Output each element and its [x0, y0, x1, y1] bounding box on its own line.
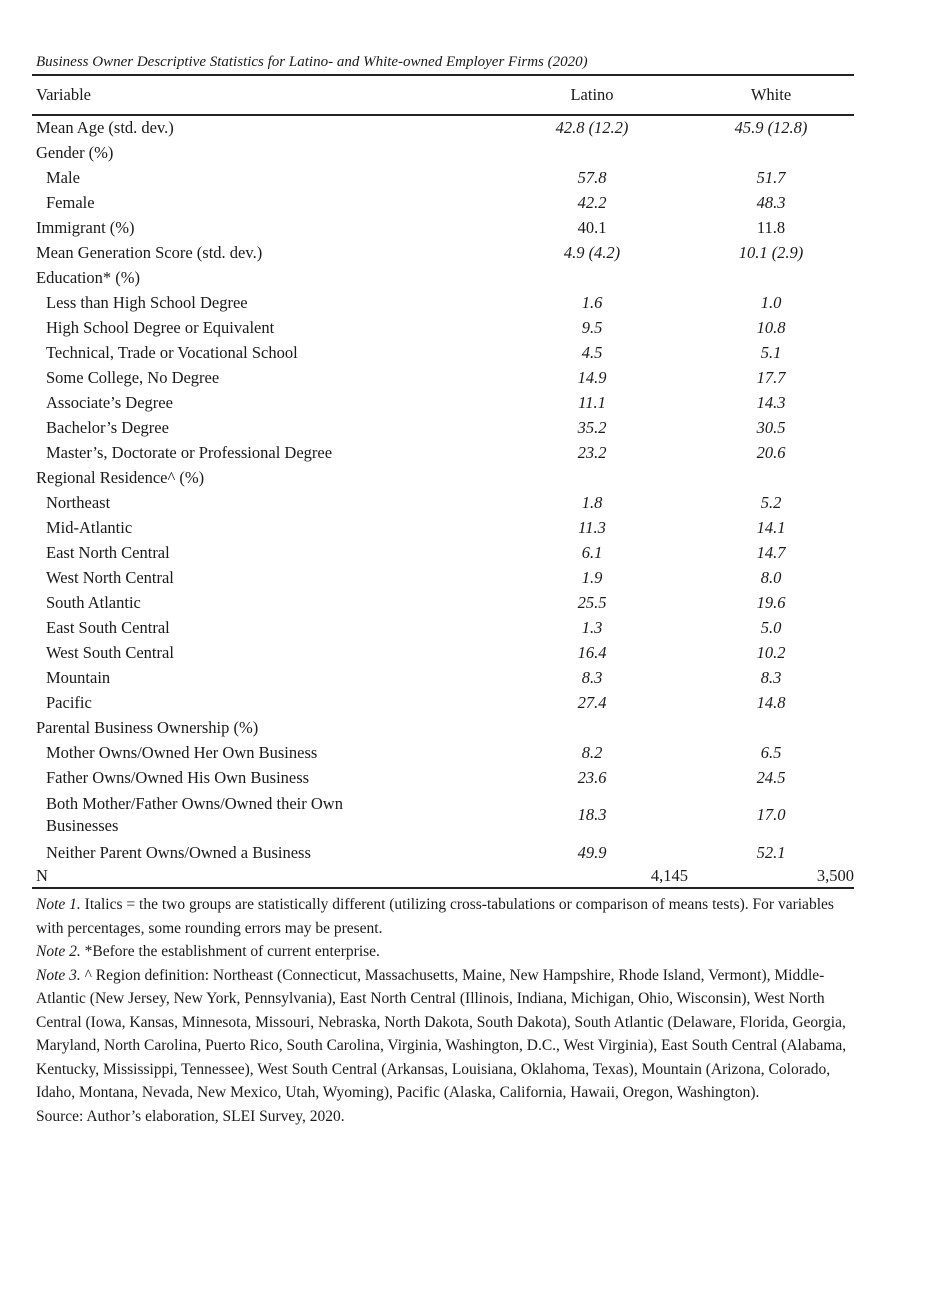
table-notes: [32, 889, 854, 1128]
table-row: [32, 390, 854, 415]
latino-value: 6.1: [581, 542, 603, 562]
row-label: Less than High School Degree: [46, 292, 248, 312]
latino-value: 1.9: [581, 567, 603, 587]
table-row: [32, 665, 854, 690]
table-title: Business Owner Descriptive Statistics for Latino- and White-owned Employer Firms (2020): [32, 50, 854, 76]
latino-value: 27.4: [577, 692, 607, 712]
table-row: [32, 840, 854, 865]
latino-value: 23.6: [577, 767, 607, 787]
table-row: [32, 490, 854, 515]
white-value: 19.6: [756, 592, 786, 612]
row-label: Technical, Trade or Vocational School: [46, 342, 298, 362]
white-value: 8.3: [760, 667, 782, 687]
table-header-row: [32, 76, 854, 115]
note-1: [36, 893, 854, 940]
latino-value: 42.2: [577, 192, 607, 212]
table-row: [32, 165, 854, 190]
row-label: Bachelor’s Degree: [46, 417, 169, 437]
table-row: [32, 365, 854, 390]
latino-value: 4.9 (4.2): [563, 242, 621, 262]
latino-value: 16.4: [577, 642, 607, 662]
white-value: 20.6: [756, 442, 786, 462]
latino-value: 57.8: [577, 167, 607, 187]
white-value: 11.8: [756, 217, 786, 237]
note-2-text: *Before the establishment of current enterprise.: [80, 943, 380, 960]
row-label: High School Degree or Equivalent: [46, 317, 275, 337]
latino-value: 23.2: [577, 442, 607, 462]
table-row: [32, 215, 854, 240]
table-row: [32, 315, 854, 340]
table-row: [32, 515, 854, 540]
row-label: Mountain: [46, 667, 111, 687]
table-row: [32, 265, 854, 290]
latino-value: 8.2: [581, 742, 603, 762]
table-row: [32, 765, 854, 790]
white-value: 45.9 (12.8): [734, 118, 808, 137]
n-row: [32, 865, 854, 888]
latino-value: 18.3: [577, 805, 607, 824]
row-label: Mother Owns/Owned Her Own Business: [46, 742, 318, 762]
latino-value: 1.8: [581, 492, 603, 512]
white-value: 14.1: [756, 517, 786, 537]
white-value: 5.1: [760, 342, 782, 362]
white-value: 52.1: [756, 842, 786, 862]
table-row: [32, 415, 854, 440]
table-row: [32, 715, 854, 740]
white-value: 14.7: [756, 542, 786, 562]
latino-value: 11.1: [578, 392, 606, 412]
row-label: Neither Parent Owns/Owned a Business: [46, 842, 311, 862]
table-row: [32, 465, 854, 490]
row-label: East South Central: [46, 617, 170, 637]
table-row: [32, 690, 854, 715]
table-row: [32, 290, 854, 315]
row-label: Associate’s Degree: [46, 392, 173, 412]
white-value: 14.3: [756, 392, 786, 412]
table-row: [32, 240, 854, 265]
white-value: 6.5: [760, 742, 782, 762]
white-value: 1.0: [760, 292, 782, 312]
latino-value: 4.5: [581, 342, 603, 362]
table-row: [32, 590, 854, 615]
white-value: 10.2: [756, 642, 786, 662]
row-label: Female: [46, 192, 95, 212]
latino-value: 1.3: [581, 617, 603, 637]
row-label: Immigrant (%): [36, 217, 135, 237]
latino-value: 14.9: [577, 367, 607, 387]
row-label: Some College, No Degree: [46, 367, 220, 387]
row-label: Northeast: [46, 492, 111, 512]
row-label: Pacific: [46, 692, 92, 712]
document: [32, 50, 854, 1128]
row-label: South Atlantic: [46, 592, 141, 612]
note-3: [36, 964, 854, 1105]
latino-value: 1.6: [581, 292, 603, 312]
table-row: [32, 190, 854, 215]
note-2: [36, 940, 854, 964]
note-3-tag: Note 3.: [36, 966, 81, 984]
white-value: 17.0: [756, 805, 786, 824]
table-row: [32, 340, 854, 365]
table-row: [32, 115, 854, 140]
white-value: 10.8: [756, 317, 786, 337]
header-white: White: [688, 76, 854, 115]
latino-value: 8.3: [581, 667, 603, 687]
table-row: [32, 565, 854, 590]
row-label: Master’s, Doctorate or Professional Degree: [46, 442, 333, 462]
table-row: [32, 440, 854, 465]
note-2-tag: Note 2.: [36, 943, 81, 960]
row-label: Parental Business Ownership (%): [36, 717, 259, 737]
row-label: East North Central: [46, 542, 170, 562]
white-value: 14.8: [756, 692, 786, 712]
white-value: 48.3: [756, 192, 786, 212]
latino-value: 25.5: [577, 592, 607, 612]
row-label: Regional Residence^ (%): [36, 467, 205, 487]
header-latino: Latino: [496, 76, 688, 115]
row-label: West North Central: [46, 567, 174, 587]
row-label: West South Central: [46, 642, 174, 662]
header-variable: Variable: [32, 76, 496, 115]
latino-value: 11.3: [578, 517, 606, 537]
row-label: Mid-Atlantic: [46, 517, 133, 537]
row-label: Education* (%): [36, 267, 141, 287]
table-row: [32, 615, 854, 640]
latino-value: 35.2: [577, 417, 607, 437]
row-label: Male: [46, 167, 80, 187]
table-row: [32, 740, 854, 765]
note-1-text: Italics = the two groups are statistically different (utilizing cross-tabulations or comparison of means tests). For variables with percentages, some rounding errors may be present.: [36, 896, 834, 937]
n-white: 3,500: [688, 865, 854, 888]
white-value: 5.0: [760, 617, 782, 637]
white-value: 17.7: [756, 367, 786, 387]
latino-value: 9.5: [581, 317, 603, 337]
latino-value: 49.9: [577, 842, 607, 862]
row-label: Mean Age (std. dev.): [36, 118, 174, 137]
white-value: 51.7: [756, 167, 786, 187]
table-row: [32, 640, 854, 665]
white-value: 24.5: [756, 767, 786, 787]
latino-value: 42.8 (12.2): [555, 118, 629, 137]
note-1-tag: Note 1.: [36, 896, 81, 913]
row-label: Mean Generation Score (std. dev.): [36, 242, 263, 262]
white-value: 8.0: [760, 567, 782, 587]
white-value: 5.2: [760, 492, 782, 512]
table-row: [32, 540, 854, 565]
row-label: Father Owns/Owned His Own Business: [46, 767, 310, 787]
white-value: 10.1 (2.9): [738, 242, 804, 262]
note-3-text: ^ Region definition: Northeast (Connecticut, Massachusetts, Maine, New Hampshire, Rhode Island, Vermont), Middle-Atlantic (New Jersey, New York, Pennsylvania), East North Central (Illinois, Indiana, Michigan, Ohio, Wisconsin), West North Central (Iowa, Kansas, Minnesota, Missouri, Nebraska, North Dakota, South Dakota), South Atlantic (Delaware, Florida, Georgia, Maryland, North Carolina, Puerto Rico, South Carolina, Virginia, Washington, D.C., West Virginia), East South Central (Alabama, Kentucky, Mississippi, Tennessee), West South Central (Arkansas, Louisiana, Oklahoma, Texas), Mountain (Arizona, Colorado, Idaho, Montana, Nevada, New Mexico, Utah, Wyoming), Pacific (Alaska, California, Hawaii, Oregon, Washington).: [36, 966, 847, 1101]
latino-value: 40.1: [577, 217, 607, 237]
n-latino: 4,145: [496, 865, 688, 888]
table-row: [32, 790, 854, 840]
white-value: 30.5: [756, 417, 786, 437]
source-line: Source: Author’s elaboration, SLEI Survey, 2020.: [36, 1107, 345, 1125]
n-label: N: [32, 865, 496, 888]
table-row: [32, 140, 854, 165]
row-label: Both Mother/Father Owns/Owned their Own Businesses: [46, 794, 343, 835]
statistics-table: [32, 76, 854, 889]
row-label: Gender (%): [36, 142, 114, 162]
